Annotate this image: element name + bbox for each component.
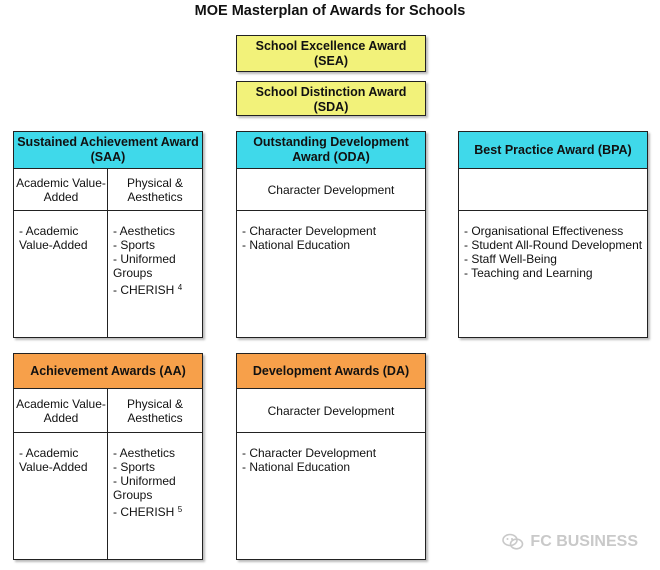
da-sub-head: Character Development	[267, 403, 395, 418]
oda-list	[242, 224, 376, 252]
watermark-text: FC BUSINESS	[530, 533, 638, 550]
da-box	[236, 353, 426, 560]
list-item: Value-Added	[19, 238, 88, 252]
bpa-list	[464, 224, 642, 280]
oda-header	[237, 132, 425, 169]
saa-abbr: (SAA)	[90, 150, 126, 164]
oda-abbr: Award (ODA)	[292, 150, 370, 164]
list-item: - Academic	[19, 446, 79, 460]
aa-name: Achievement Awards (AA)	[30, 363, 186, 378]
oda-subheader	[237, 169, 425, 211]
watermark	[502, 533, 638, 551]
aa-divider	[107, 389, 108, 559]
sea-name: School Excellence Award	[255, 39, 407, 53]
list-item: Value-Added	[19, 460, 88, 474]
list-item: Groups	[113, 488, 153, 502]
aa-col1-list	[19, 446, 88, 474]
list-item: - Academic	[19, 224, 79, 238]
da-subheader	[237, 389, 425, 433]
bpa-subheader	[459, 169, 647, 211]
list-item: - Character Development	[242, 224, 377, 238]
da-list	[242, 446, 376, 474]
oda-name: Outstanding Development	[253, 135, 409, 149]
saa-header	[14, 132, 202, 169]
list-item: - Sports	[113, 460, 156, 474]
diagram-title: MOE Masterplan of Awards for Schools	[194, 3, 466, 19]
aa-box	[13, 353, 203, 560]
list-item	[113, 505, 182, 519]
saa-subheader	[14, 169, 202, 211]
list-item: - Character Development	[242, 446, 377, 460]
saa-col1-list	[19, 224, 88, 252]
list-item: - Aesthetics	[113, 446, 176, 460]
saa-divider	[107, 169, 108, 337]
list-item: - Teaching and Learning	[464, 266, 593, 280]
sea-abbr: (SEA)	[313, 54, 349, 68]
saa-col2-list	[113, 224, 182, 297]
bpa-name: Best Practice Award (BPA)	[474, 142, 632, 157]
list-item: - National Education	[242, 460, 351, 474]
oda-sub-head: Character Development	[267, 182, 395, 197]
list-item: - Uniformed	[113, 252, 176, 266]
saa-name: Sustained Achievement Award	[17, 135, 199, 149]
list-item: - Staff Well-Being	[464, 252, 557, 266]
list-item: - Sports	[113, 238, 156, 252]
bpa-header	[459, 132, 647, 169]
list-item: - Aesthetics	[113, 224, 176, 238]
sda-name: School Distinction Award	[255, 85, 407, 99]
da-name: Development Awards (DA)	[252, 363, 410, 378]
list-item: - Organisational Effectiveness	[464, 224, 624, 238]
aa-header	[14, 354, 202, 389]
bpa-box	[458, 131, 648, 338]
oda-box	[236, 131, 426, 338]
list-item: - Student All-Round Development	[464, 238, 643, 252]
list-item: - Uniformed	[113, 474, 176, 488]
cherish-label: - CHERISH	[113, 283, 175, 297]
saa-box	[13, 131, 203, 338]
list-item: Groups	[113, 266, 153, 280]
aa-subheader	[14, 389, 202, 433]
list-item: - National Education	[242, 238, 351, 252]
saa-col1-head: Academic Value-Added	[16, 175, 106, 204]
list-item	[113, 283, 182, 297]
aa-col2-head: Physical & Aesthetics	[126, 396, 184, 425]
aa-col1-head: Academic Value-Added	[16, 396, 106, 425]
aa-col2-list	[113, 446, 182, 519]
wechat-icon	[502, 533, 524, 551]
footnote-mark: 4	[177, 283, 183, 292]
sea-box	[236, 35, 426, 72]
da-header	[237, 354, 425, 389]
footnote-mark: 5	[177, 505, 183, 514]
sda-abbr: (SDA)	[313, 100, 349, 114]
saa-col2-head: Physical & Aesthetics	[126, 175, 184, 204]
sda-box	[236, 81, 426, 116]
cherish-label: - CHERISH	[113, 505, 175, 519]
